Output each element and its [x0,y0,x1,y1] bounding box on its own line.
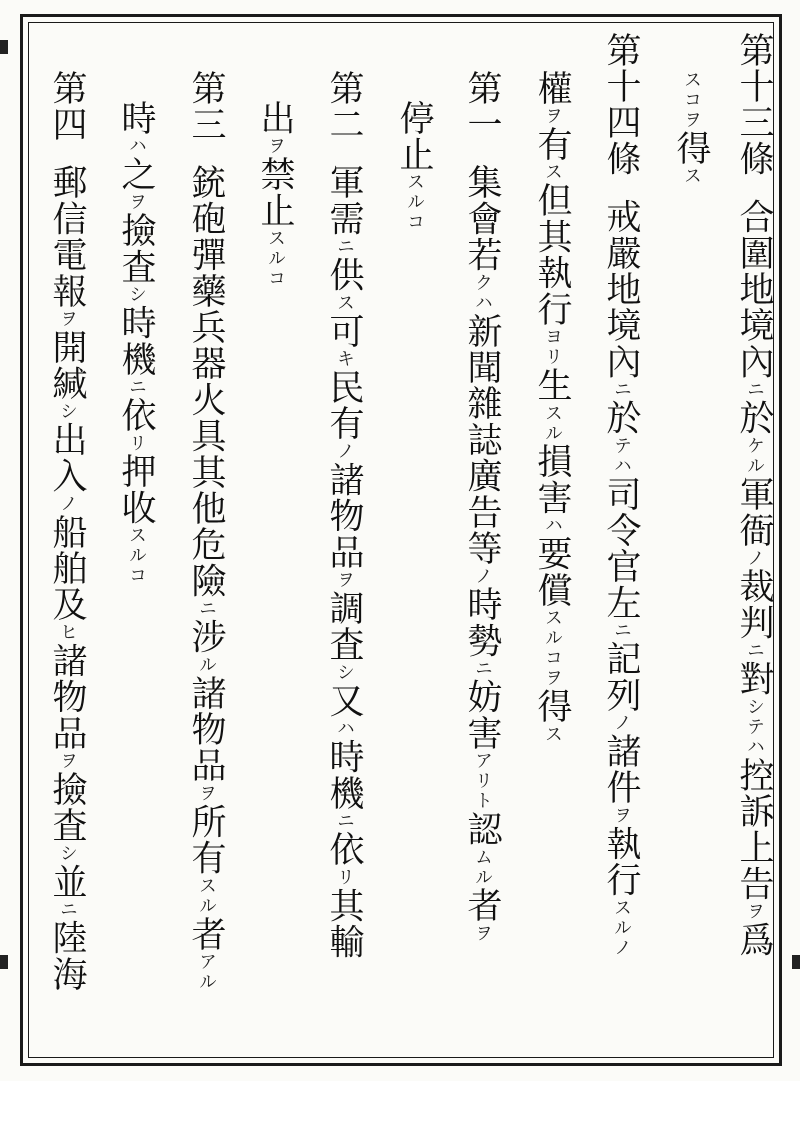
main-text: 時 [116,100,156,137]
kana-annotation: ニ [334,811,355,832]
main-text: 有 [532,126,572,163]
kana-annotation: ノ [744,548,765,569]
kana-annotation: スル [126,525,147,566]
text-column-8 [250,100,300,1140]
main-text: 生 [532,367,572,404]
main-text: 諸件 [601,733,641,806]
kana-annotation: ニ [611,379,632,400]
kana-annotation: ヲ [542,106,563,127]
kana-annotation: ス [681,166,702,187]
main-text: 陸海 [47,919,87,993]
kana-annotation: ス [542,724,563,745]
kana-annotation: アリト [472,751,493,812]
kana-annotation: ニ [126,377,147,398]
main-text: 民有 [324,369,364,442]
kana-annotation: ヲ [681,110,702,130]
kana-annotation: コ [681,90,702,110]
kana-annotation: ヲ [126,192,147,213]
main-text: 合圍地境內 [734,198,774,380]
main-text: 撿査 [47,771,87,844]
kana-annotation: シ [334,662,355,683]
main-text: 第四 [47,70,87,143]
main-text: 押收 [116,453,156,526]
kana-annotation: リ [126,433,147,454]
main-text: 所有 [186,803,226,877]
kana-annotation: コ [126,565,147,586]
kana-annotation: ヲ [542,668,563,689]
kana-annotation: ハ [334,718,355,739]
kana-annotation: ニ [334,236,355,257]
main-text: 記列 [601,640,641,714]
main-text: 第三 [186,70,226,143]
main-text: 第十四條 [601,32,641,177]
margin-mark-left-top [0,40,8,54]
kana-annotation: アル [196,952,217,993]
text-column-11 [42,70,92,1110]
kana-annotation: スル [404,172,425,213]
kana-annotation: シテハ [744,697,765,758]
kana-annotation: コ [542,648,563,669]
main-text: 軍需 [324,164,364,237]
main-text: 第一 [462,70,502,143]
kana-annotation: ハ [126,136,147,157]
main-text: 又 [324,682,364,719]
kana-annotation: スル [542,403,563,444]
main-text: 執行 [601,825,641,899]
kana-annotation: リ [334,867,355,888]
kana-annotation: ヲ [57,309,78,330]
kana-annotation: ニ [744,640,765,661]
main-text: 要償 [532,535,572,609]
kana-annotation: ヲ [472,923,493,944]
main-text: 依 [116,397,156,434]
main-text: 控訴上告 [734,757,774,902]
main-text: 供 [324,256,364,294]
text-column-2 [666,70,716,1110]
kana-annotation: コ [265,268,286,289]
kana-annotation: テハ [611,436,632,477]
text-column-5 [457,70,507,1110]
main-text: 認 [462,811,502,848]
main-text: 涉 [186,618,226,656]
kana-annotation: ヒ [57,622,78,643]
main-text: 但其執行 [532,182,572,328]
main-text: 時機 [324,738,364,812]
kana-annotation: スル [265,228,286,269]
kana-annotation: シ [57,843,78,864]
main-text: 諸物品 [186,675,226,784]
kana-annotation: ニ [611,620,632,641]
text-column-1 [729,32,779,1072]
main-text: 對 [734,660,774,698]
main-text: 者 [186,916,226,953]
text-column-4 [527,70,577,1110]
main-text: 出 [255,100,295,137]
kana-annotation: シ [126,284,147,305]
main-text: 戒嚴地境內 [601,198,641,380]
kana-annotation: ノ [611,938,632,959]
main-text: 軍衙 [734,476,774,549]
text-column-6 [389,100,439,1140]
main-text: 禁止 [255,156,295,229]
main-text: 得 [532,688,572,725]
main-text: 得 [671,130,711,167]
kana-annotation: ス [334,293,355,314]
kana-annotation: ス [542,162,563,183]
main-text: 妨害 [462,678,502,752]
main-text: 並 [47,863,87,900]
main-text: 停止 [394,100,434,173]
kana-annotation: ニ [196,598,217,619]
kana-annotation: ノ [334,441,355,462]
main-text: 司令官左 [601,476,641,621]
kana-annotation: ヲ [265,136,286,157]
kana-annotation: ノ [611,713,632,734]
text-column-9 [181,70,231,1110]
main-text: 郵信電報 [47,164,87,310]
kana-annotation: ノ [472,566,493,587]
kana-annotation: スル [611,898,632,939]
kana-annotation: ヲ [334,570,355,591]
kana-annotation: クハ [472,273,493,314]
main-text: 出入 [47,421,87,495]
kana-annotation: キ [334,349,355,370]
main-text: 諸物品 [47,642,87,752]
main-text: 可 [324,313,364,350]
kana-annotation: ス [681,70,702,90]
text-column-7 [319,70,369,1110]
main-text: 爲 [734,921,774,959]
main-text: 於 [601,399,641,437]
kana-annotation: ヲ [57,751,78,772]
main-text: 之 [116,156,156,193]
margin-mark-right-bottom [792,955,800,969]
main-text: 其輸 [324,887,364,960]
kana-annotation: コ [404,212,425,233]
kana-annotation: ニ [744,379,765,400]
text-column-10 [111,100,161,1140]
main-text: 第二 [324,70,364,143]
main-text: 新聞雜誌廣告等 [462,313,502,567]
kana-annotation: ニ [472,658,493,679]
main-text: 時勢 [462,586,502,659]
main-text: 權 [532,70,572,107]
margin-mark-left-bottom [0,955,8,969]
main-text: 船舶及 [47,514,87,623]
main-text: 諸物品 [324,461,364,571]
main-text: 時機 [116,304,156,378]
main-text: 集會若 [462,164,502,274]
main-text: 開緘 [47,329,87,402]
main-text: 第十三條 [734,32,774,177]
kana-annotation: シ [57,401,78,422]
kana-annotation: スル [542,608,563,649]
kana-annotation: ヨリ [542,327,563,368]
kana-annotation: ル [196,655,217,676]
main-text: 依 [324,831,364,868]
main-text: 調査 [324,590,364,663]
kana-annotation: ヲ [611,805,632,826]
main-text: 撿査 [116,212,156,285]
kana-annotation: ハ [542,515,563,536]
main-text: 損害 [532,443,572,516]
kana-annotation: ムル [472,847,493,888]
kana-annotation: ヲ [196,783,217,804]
kana-annotation: ノ [57,494,78,515]
text-column-3 [596,32,646,1072]
kana-annotation: ケル [744,436,765,477]
main-text: 於 [734,399,774,437]
main-text: 裁判 [734,568,774,641]
main-text: 者 [462,887,502,924]
kana-annotation: ヲ [744,901,765,922]
kana-annotation: ニ [57,899,78,920]
main-text: 銃砲彈藥兵器火具其他危險 [186,164,226,599]
kana-annotation: スル [196,876,217,917]
